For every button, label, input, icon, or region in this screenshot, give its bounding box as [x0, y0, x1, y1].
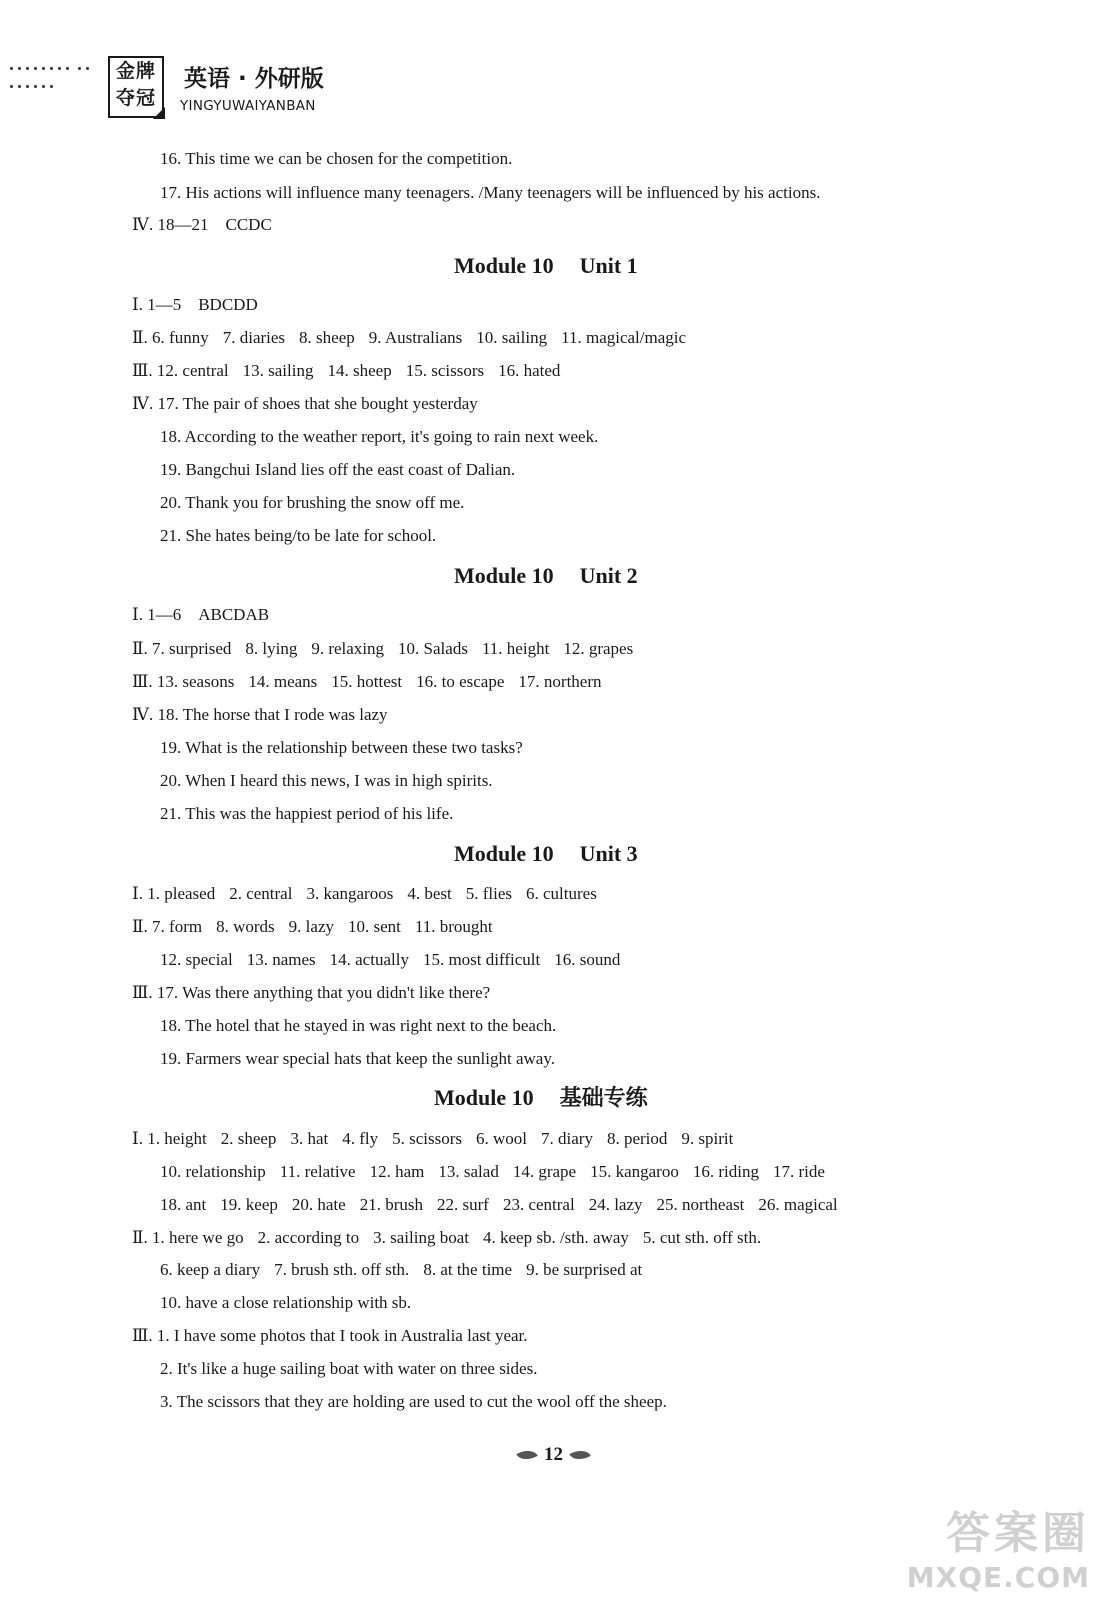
answer-line: Ⅳ. 18. The horse that I rode was lazy [132, 705, 388, 724]
answer-line: Ⅱ. 6. funny 7. diaries 8. sheep 9. Australians 10. sailing 11. magical/magic [132, 328, 687, 347]
logo-line-1: 金牌 [115, 60, 156, 82]
answer-line: Ⅲ. 12. central 13. sailing 14. sheep 15. scissors 16. hated [132, 361, 561, 380]
answer-line: 20. When I heard this news, I was in high spirits. [160, 771, 493, 790]
module-label: Module 10 [454, 841, 554, 866]
watermark-en: MXQE.COM [906, 1561, 1090, 1594]
page-number: 12 [544, 1444, 563, 1465]
section-heading [454, 563, 638, 589]
answer-line: 6. keep a diary 7. brush sth. off sth. 8. at the time 9. be surprised at [160, 1260, 643, 1279]
answer-line: Ⅱ. 7. form 8. words 9. lazy 10. sent 11. brought [132, 917, 493, 936]
answer-line: 21. This was the happiest period of his life. [160, 804, 454, 823]
answer-line: Ⅰ. 1. pleased 2. central 3. kangaroos 4. best 5. flies 6. cultures [132, 884, 597, 903]
unit-label: Unit 2 [579, 563, 638, 588]
unit-label: Unit 3 [579, 841, 638, 866]
answer-line: 18. The hotel that he stayed in was right next to the beach. [160, 1016, 557, 1035]
answer-line: Ⅲ. 1. I have some photos that I took in Australia last year. [132, 1326, 528, 1345]
brand-logo [108, 56, 164, 118]
answer-line: Ⅱ. 7. surprised 8. lying 9. relaxing 10. Salads 11. height 12. grapes [132, 639, 634, 658]
answer-line: 2. It's like a huge sailing boat with water on three sides. [160, 1359, 538, 1378]
logo-line-2: 夺冠 [115, 87, 156, 109]
watermark-cn: 答案圈 [946, 1508, 1090, 1559]
book-subtitle: YINGYUWAIYANBAN [180, 98, 316, 114]
answer-line: Ⅲ. 13. seasons 14. means 15. hottest 16. to escape 17. northern [132, 672, 602, 691]
module-label: Module 10 [434, 1085, 534, 1110]
answer-line: Ⅰ. 1—5 BDCDD [132, 295, 258, 314]
answer-line: Ⅰ. 1. height 2. sheep 3. hat 4. fly 5. scissors 6. wool 7. diary 8. period 9. spirit [132, 1129, 734, 1148]
answer-line: 10. relationship 11. relative 12. ham 13. salad 14. grape 15. kangaroo 16. riding 17. ride [160, 1162, 825, 1181]
answer-line: 19. Bangchui Island lies off the east coast of Dalian. [160, 460, 516, 479]
module-label: Module 10 [454, 563, 554, 588]
answer-line: Ⅰ. 1—6 ABCDAB [132, 605, 270, 624]
unit-label: Unit 1 [579, 253, 638, 278]
answer-line: Ⅳ. 17. The pair of shoes that she bought yesterday [132, 394, 478, 413]
answer-line: 3. The scissors that they are holding are used to cut the wool off the sheep. [160, 1392, 667, 1411]
answer-line: 17. His actions will influence many teenagers. /Many teenagers will be influenced by his actions. [160, 183, 821, 202]
answer-line: 16. This time we can be chosen for the competition. [160, 149, 513, 168]
leaf-icon [569, 1445, 591, 1464]
answer-line: 19. What is the relationship between these two tasks? [160, 738, 523, 757]
decorative-dots [10, 66, 100, 102]
book-title: 英语 · 外研版 [184, 66, 324, 92]
page-footer [510, 1444, 597, 1466]
answer-line: 21. She hates being/to be late for school. [160, 526, 437, 545]
answer-line: 18. According to the weather report, it's going to rain next week. [160, 427, 599, 446]
answer-line: Ⅱ. 1. here we go 2. according to 3. sailing boat 4. keep sb. /sth. away 5. cut sth. off sth. [132, 1228, 762, 1247]
unit-label: 基础专练 [559, 1086, 648, 1111]
answer-line: Ⅲ. 17. Was there anything that you didn't like there? [132, 983, 491, 1002]
answer-line: 19. Farmers wear special hats that keep the sunlight away. [160, 1049, 555, 1068]
leaf-icon [516, 1445, 538, 1464]
section-heading [434, 1085, 648, 1112]
section-heading [454, 253, 638, 279]
answer-line: 18. ant 19. keep 20. hate 21. brush 22. surf 23. central 24. lazy 25. northeast 26. magical [160, 1195, 838, 1214]
section-heading [454, 841, 638, 867]
answer-line: 12. special 13. names 14. actually 15. most difficult 16. sound [160, 950, 621, 969]
module-label: Module 10 [454, 253, 554, 278]
answer-line: 20. Thank you for brushing the snow off me. [160, 493, 465, 512]
answer-line: 10. have a close relationship with sb. [160, 1293, 412, 1312]
watermark [907, 1497, 1090, 1594]
answer-line: Ⅳ. 18—21 CCDC [132, 215, 272, 234]
